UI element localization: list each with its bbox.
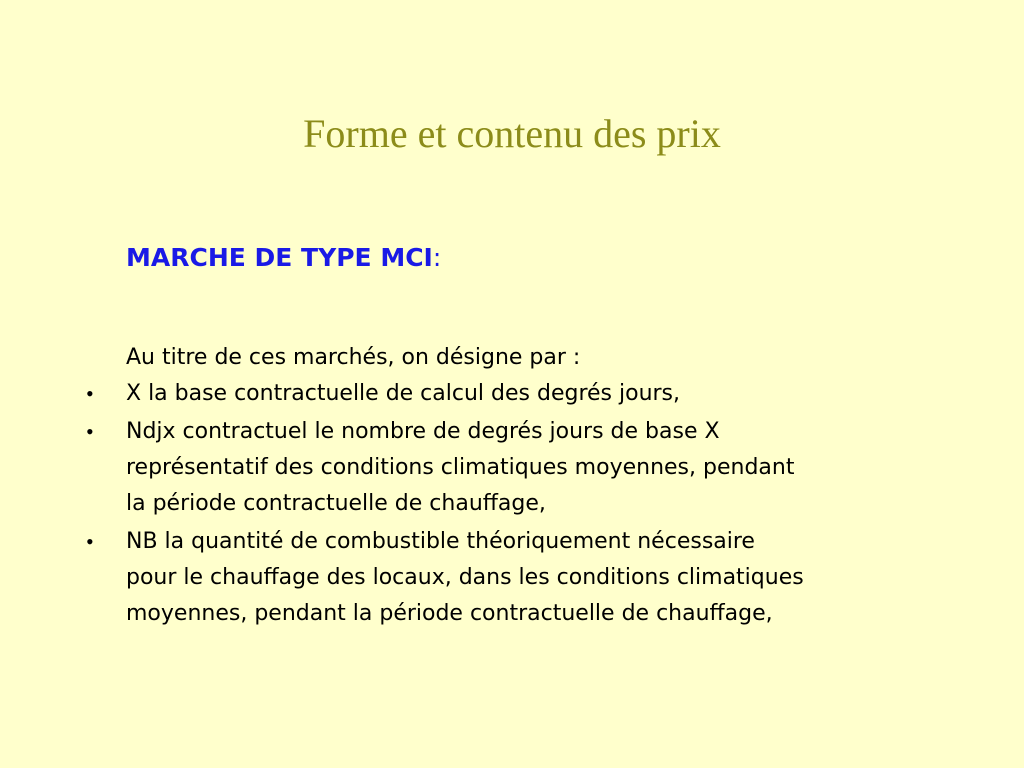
subtitle-text: MARCHE DE TYPE MCI (126, 243, 433, 272)
intro-text: Au titre de ces marchés, on désigne par : (126, 345, 581, 370)
bullet-icon: • (86, 419, 94, 444)
bullet-item (0, 376, 946, 412)
slide-title: Forme et contenu des prix (303, 111, 721, 156)
bullet-icon: • (86, 529, 94, 554)
bullet-item (0, 414, 946, 522)
bullet-text: NB la quantité de combustible théoriquement nécessaire pour le chauffage des locaux, dans les conditions climatiques moyennes, pendant la période contractuelle de chauffage, (126, 529, 804, 626)
bullet-list (0, 376, 1024, 634)
slide-subtitle (126, 240, 441, 276)
bullet-text: Ndjx contractuel le nombre de degrés jours de base X représentatif des conditions climatiques moyennes, pendant la période contractuelle de chauffage, (126, 419, 795, 516)
subtitle-colon: : (432, 243, 442, 272)
bullet-icon: • (86, 381, 94, 406)
bullet-text: X la base contractuelle de calcul des degrés jours, (126, 381, 681, 406)
bullet-item (0, 524, 946, 632)
